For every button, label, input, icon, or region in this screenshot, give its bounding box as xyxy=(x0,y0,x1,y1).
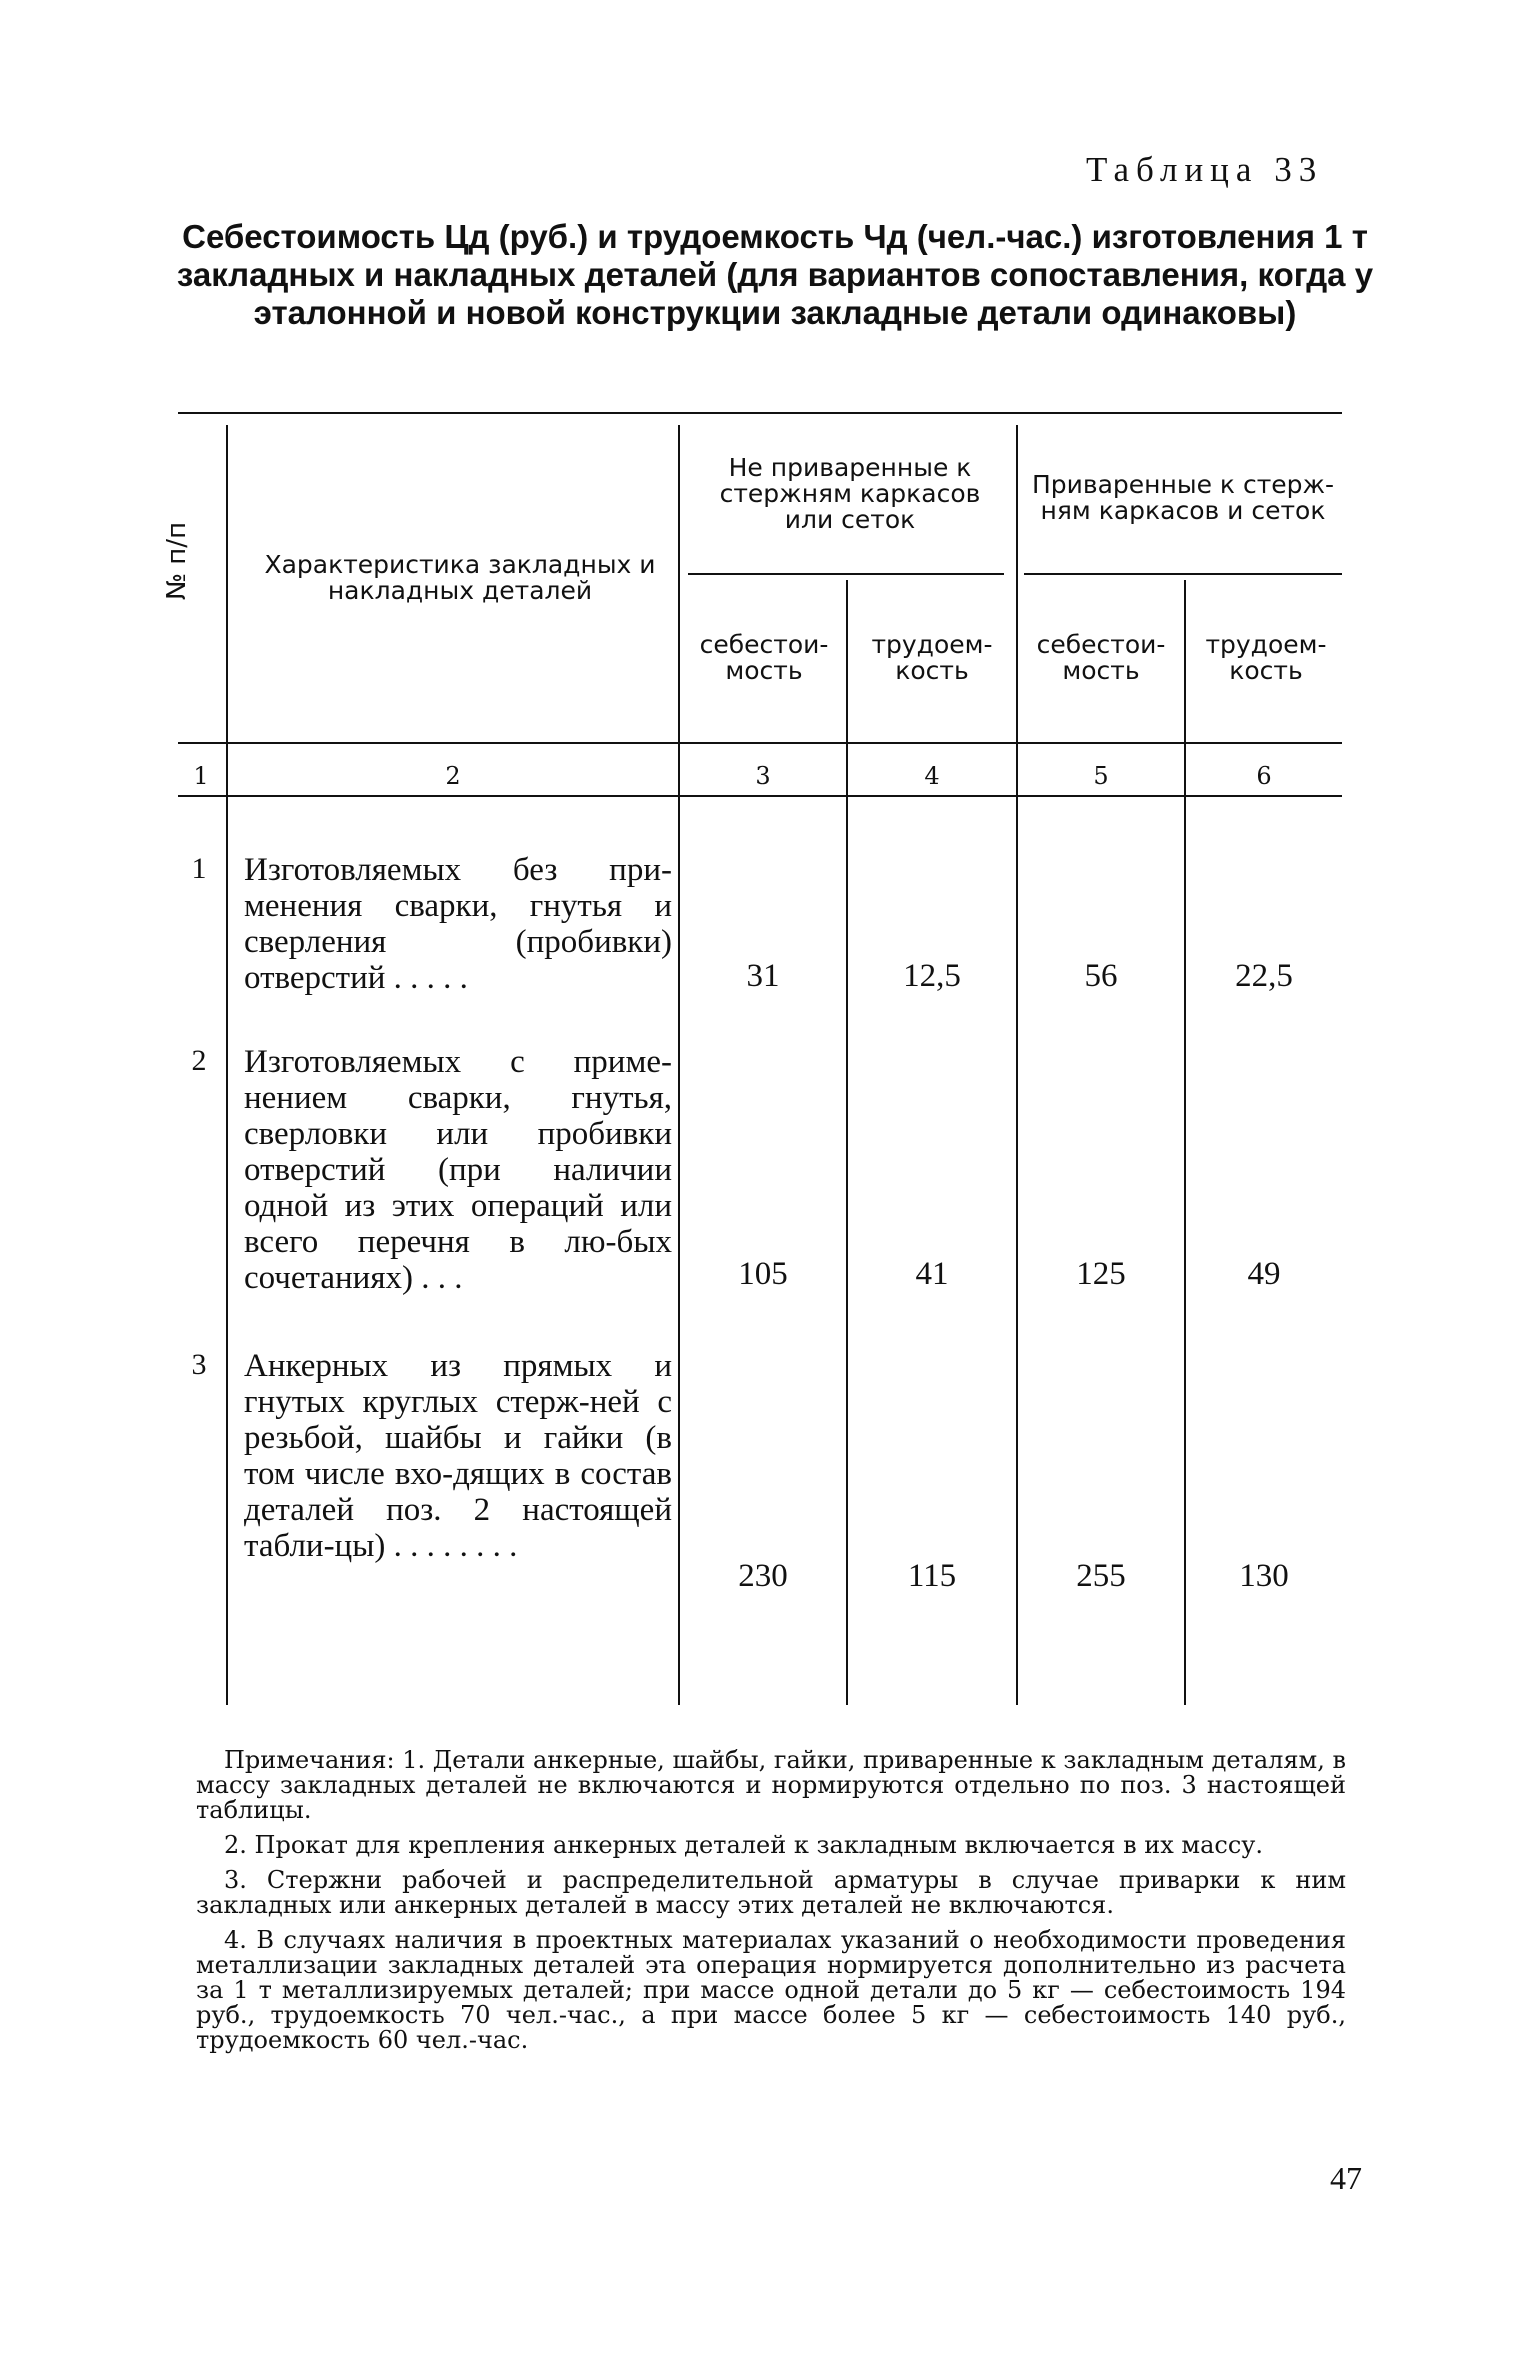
colnum-bottom-rule xyxy=(178,795,1342,797)
cell-cost-not-welded: 105 xyxy=(738,1256,788,1292)
cell-labor-welded: 130 xyxy=(1239,1558,1289,1594)
notes xyxy=(196,1748,1346,2063)
header-group-not-welded: Не приваренные к стержням каркасов или сеток xyxy=(719,453,981,534)
table-label: Таблица 33 xyxy=(1086,150,1324,189)
cell-cost-not-welded: 31 xyxy=(746,958,780,994)
note: 2. Прокат для крепления анкерных деталей к закладным включается в их массу. xyxy=(224,1831,1264,1859)
column-divider xyxy=(1184,580,1186,1705)
column-number: 4 xyxy=(924,762,940,790)
header-col-char: Характеристика закладных и накладных деталей xyxy=(264,550,656,605)
header-labor: трудоем-кость xyxy=(1205,630,1327,685)
group-underline-1 xyxy=(688,573,1004,575)
row-characteristic: Изготовляемых с приме-нением сварки, гнутья, сверловки или пробивки отверстий (при наличии одной из этих операций или всего перечня в лю-бых сочетаниях) . . . xyxy=(244,1044,672,1296)
row-number: 1 xyxy=(191,852,207,885)
column-divider xyxy=(226,425,228,1705)
header-cost: себестои-мость xyxy=(699,630,829,685)
page-number: 47 xyxy=(1330,2160,1362,2196)
cell-labor-not-welded: 41 xyxy=(915,1256,949,1292)
header-cost: себестои-мость xyxy=(1036,630,1166,685)
cell-cost-welded: 56 xyxy=(1084,958,1118,994)
column-divider xyxy=(678,425,680,1705)
cell-cost-welded: 255 xyxy=(1076,1558,1126,1594)
cell-labor-not-welded: 115 xyxy=(907,1558,957,1594)
header-bottom-rule xyxy=(178,742,1342,744)
note: 3. Стержни рабочей и распределительной арматуры в случае приварки к ним закладных или анкерных деталей в массу этих деталей не включаются. xyxy=(196,1866,1346,1919)
table-caption: Себестоимость Цд (руб.) и трудоемкость Чд (чел.-час.) изготовления 1 т закладных и накладных деталей (для вариантов сопоставления, когда у эталонной и новой конструкции закладные детали одинаковы) xyxy=(176,218,1374,331)
column-number: 2 xyxy=(445,762,461,790)
row-number: 2 xyxy=(191,1044,207,1077)
cell-labor-not-welded: 12,5 xyxy=(903,958,961,994)
cell-cost-welded: 125 xyxy=(1076,1256,1126,1292)
column-number: 5 xyxy=(1093,762,1109,790)
column-number: 6 xyxy=(1256,762,1272,790)
row-number: 3 xyxy=(191,1348,207,1381)
cell-labor-welded: 22,5 xyxy=(1235,958,1293,994)
column-number: 1 xyxy=(193,762,209,790)
header-group-welded: Приваренные к стерж-ням каркасов и сеток xyxy=(1031,470,1335,525)
row-characteristic: Изготовляемых без при-менения сварки, гнутья и сверления (пробивки) отверстий . . . . . xyxy=(244,852,672,996)
note: Примечания: 1. Детали анкерные, шайбы, гайки, приваренные к закладным деталям, в массу закладных деталей не включаются и нормируются отдельно по поз. 3 настоящей таблицы. xyxy=(196,1746,1346,1824)
row-characteristic: Анкерных из прямых и гнутых круглых стерж-ней с резьбой, шайбы и гайки (в том числе вхо-дящих в состав деталей поз. 2 настоящей табли-цы) . . . . . . . . xyxy=(244,1348,672,1564)
column-number: 3 xyxy=(755,762,771,790)
cell-cost-not-welded: 230 xyxy=(738,1558,788,1594)
header-col-num: № п/п xyxy=(162,521,192,600)
table-top-rule xyxy=(178,412,1342,414)
note: 4. В случаях наличия в проектных материалах указаний о необходимости проведения металлизации закладных деталей эта операция нормируется дополнительно из расчета за 1 т металлизируемых деталей; при массе одной детали до 5 кг — себестоимость 194 руб., трудоемкость 70 чел.-час., а при массе более 5 кг — себестоимость 140 руб., трудоемкость 60 чел.-час. xyxy=(196,1926,1346,2054)
cell-labor-welded: 49 xyxy=(1247,1256,1281,1292)
column-divider xyxy=(846,580,848,1705)
header-labor: трудоем-кость xyxy=(871,630,993,685)
group-underline-2 xyxy=(1024,573,1342,575)
column-divider xyxy=(1016,425,1018,1705)
